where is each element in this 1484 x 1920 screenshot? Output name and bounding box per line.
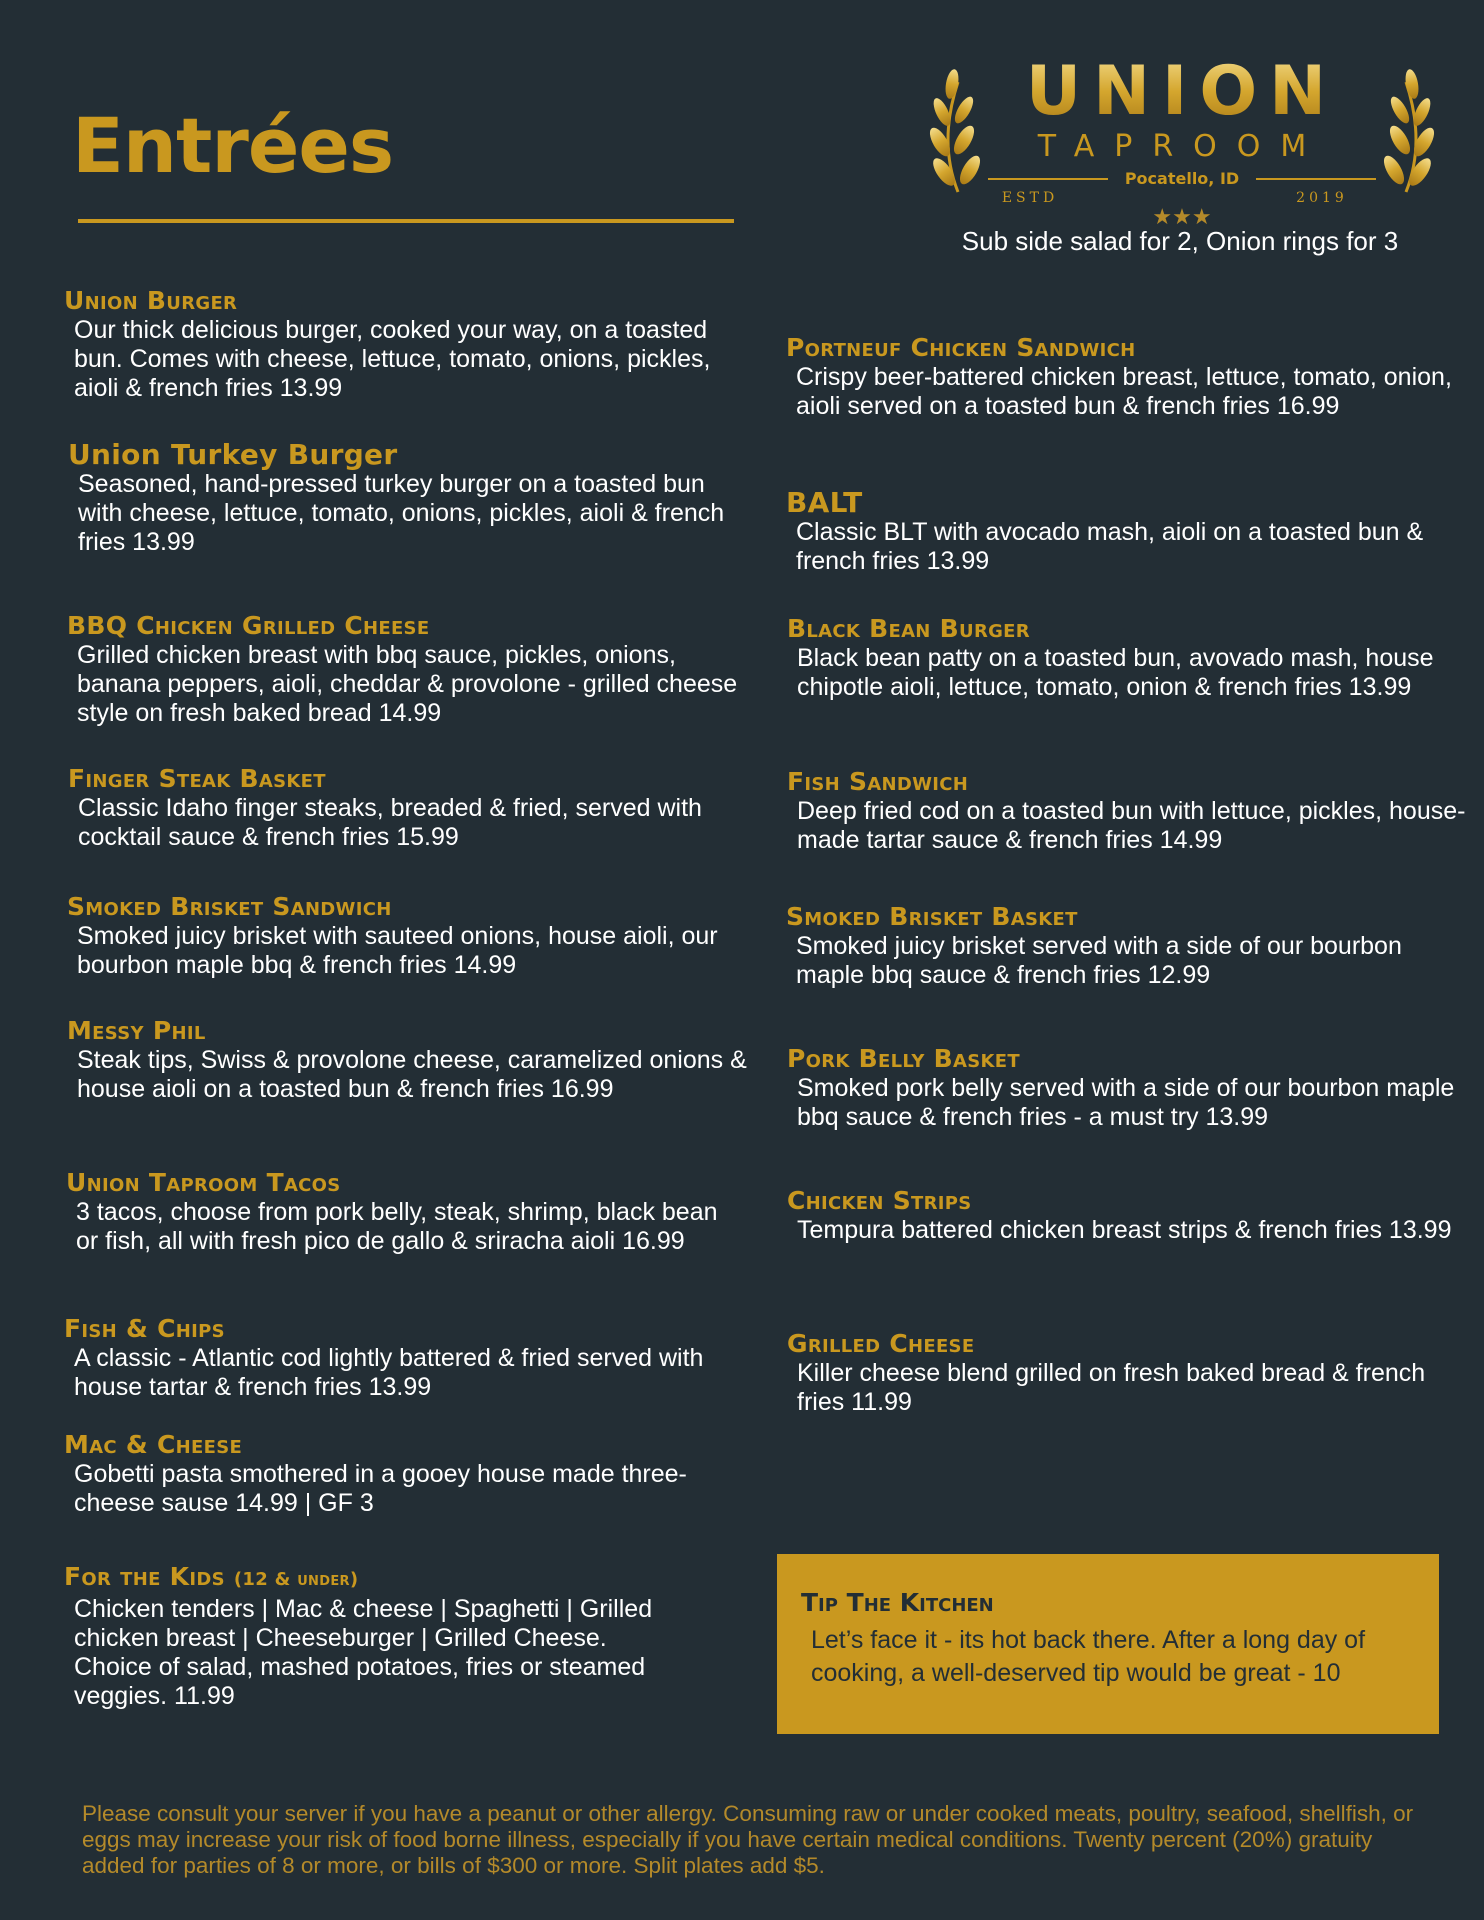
- menu-item: [786, 333, 1476, 421]
- item-description: 3 tacos, choose from pork belly, steak, shrimp, black bean or fish, all with fresh pico de gallo & sriracha aioli 16.99: [76, 1198, 718, 1255]
- stars-icon: ★★★: [1152, 205, 1212, 230]
- item-description: Crispy beer-battered chicken breast, lettuce, tomato, onion, aioli served on a toasted bun & french fries 16.99: [796, 363, 1452, 420]
- item-description: Deep fried cod on a toasted bun with lettuce, pickles, house-made tartar sauce & french fries 14.99: [797, 797, 1466, 854]
- menu-item: [787, 1044, 1477, 1132]
- item-name: Union Taproom Tacos: [66, 1168, 341, 1197]
- item-description: Smoked juicy brisket served with a side of our bourbon maple bbq sauce & french fries 12.99: [796, 932, 1402, 989]
- item-name: Chicken Strips: [787, 1186, 972, 1215]
- item-description: Chicken tenders | Mac & cheese | Spaghetti | Grilled chicken breast | Cheeseburger | Grilled Cheese. Choice of salad, mashed potatoes, fries or steamed veggies. 11.99: [74, 1595, 653, 1710]
- item-description: Steak tips, Swiss & provolone cheese, caramelized onions & house aioli on a toasted bun & french fries 16.99: [77, 1046, 747, 1103]
- item-name: Messy Phil: [67, 1016, 206, 1045]
- menu-item: [787, 1186, 1477, 1245]
- item-description: Tempura battered chicken breast strips & french fries 13.99: [797, 1216, 1452, 1244]
- tip-the-kitchen-box: [777, 1554, 1439, 1734]
- menu-item: [67, 892, 747, 980]
- menu-item: [64, 1314, 744, 1402]
- menu-item: [66, 1168, 746, 1256]
- item-name: Union Turkey Burger: [68, 438, 398, 471]
- item-name: Smoked Brisket Sandwich: [67, 892, 392, 921]
- item-description: Classic BLT with avocado mash, aioli on a toasted bun & french fries 13.99: [796, 518, 1424, 575]
- item-name: BALT: [786, 486, 863, 519]
- item-description: Smoked pork belly served with a side of our bourbon maple bbq sauce & french fries - a must try 13.99: [797, 1074, 1455, 1131]
- title-divider: [78, 219, 734, 223]
- allergy-disclaimer: Please consult your server if you have a peanut or other allergy. Consuming raw or under cooked meats, poultry, seafood, shellfish, or eggs may increase your risk of food borne illness, especially if you have certain medical conditions. Twenty percent (20%) gratuity added for parties of 8 or more, or bills of $300 or more. Split plates add $5.: [82, 1801, 1414, 1878]
- page-title: Entrées: [72, 101, 394, 190]
- menu-item: [67, 611, 747, 728]
- item-name: Mac & Cheese: [64, 1430, 243, 1459]
- svg-text:2019: 2019: [1296, 190, 1348, 206]
- svg-text:UNION: UNION: [1025, 52, 1339, 131]
- menu-item: [64, 1562, 684, 1711]
- item-name: Union Burger: [64, 286, 238, 315]
- item-name: Smoked Brisket Basket: [786, 902, 1078, 931]
- svg-text:TAPROOM: TAPROOM: [1037, 129, 1327, 164]
- item-name: BBQ Chicken Grilled Cheese: [67, 611, 430, 640]
- substitution-note: Sub side salad for 2, Onion rings for 3: [961, 226, 1399, 256]
- svg-text:ESTD: ESTD: [1001, 190, 1059, 206]
- menu-item: [787, 614, 1477, 702]
- item-description: Gobetti pasta smothered in a gooey house made three-cheese sause 14.99 | GF 3: [74, 1460, 687, 1517]
- menu-item: [68, 440, 748, 557]
- item-name: Portneuf Chicken Sandwich: [786, 333, 1136, 362]
- menu-item: [64, 286, 744, 403]
- item-description: Killer cheese blend grilled on fresh baked bread & french fries 11.99: [797, 1359, 1426, 1416]
- menu-item: [67, 1016, 747, 1104]
- item-description: Seasoned, hand-pressed turkey burger on a toasted bun with cheese, lettuce, tomato, onions, pickles, aioli & french fries 13.99: [78, 470, 725, 556]
- menu-item: [787, 1329, 1477, 1417]
- menu-item: [787, 767, 1477, 855]
- item-name-note: (12 & under): [233, 1569, 359, 1590]
- wheat-left-icon: [926, 68, 984, 192]
- item-name: Black Bean Burger: [787, 614, 1030, 643]
- menu-item: [786, 488, 1476, 576]
- item-name: Finger Steak Basket: [68, 764, 326, 793]
- item-name: Fish & Chips: [64, 1314, 225, 1343]
- item-description: Our thick delicious burger, cooked your way, on a toasted bun. Comes with cheese, lettuce, tomato, onions, pickles, aioli & french fries 13.99: [74, 316, 711, 402]
- menu-item: [68, 764, 748, 852]
- svg-text:Pocatello, ID: Pocatello, ID: [1124, 169, 1240, 188]
- item-description: Grilled chicken breast with bbq sauce, pickles, onions, banana peppers, aioli, cheddar & provolone - grilled cheese style on fresh baked bread 14.99: [77, 641, 738, 727]
- item-description: Black bean patty on a toasted bun, avovado mash, house chipotle aioli, lettuce, tomato, onion & french fries 13.99: [797, 644, 1434, 701]
- item-description: Classic Idaho finger steaks, breaded & fried, served with cocktail sauce & french fries 15.99: [78, 794, 702, 851]
- menu-item: [64, 1430, 744, 1518]
- item-name: For the Kids (12 & under): [64, 1562, 359, 1591]
- item-name: Fish Sandwich: [787, 767, 969, 796]
- item-name: Grilled Cheese: [787, 1329, 975, 1358]
- tip-text: Let’s face it - its hot back there. After a long day of cooking, a well-deserved tip would be great - 10: [811, 1626, 1366, 1687]
- menu-item: [786, 902, 1476, 990]
- item-description: Smoked juicy brisket with sauteed onions, house aioli, our bourbon maple bbq & french fries 14.99: [77, 922, 718, 979]
- item-description: A classic - Atlantic cod lightly battered & fried served with house tartar & french fries 13.99: [74, 1344, 704, 1401]
- wheat-right-icon: [1380, 68, 1438, 192]
- union-taproom-logo: [918, 42, 1446, 232]
- item-name: Pork Belly Basket: [787, 1044, 1020, 1073]
- tip-title: Tip The Kitchen: [801, 1588, 994, 1617]
